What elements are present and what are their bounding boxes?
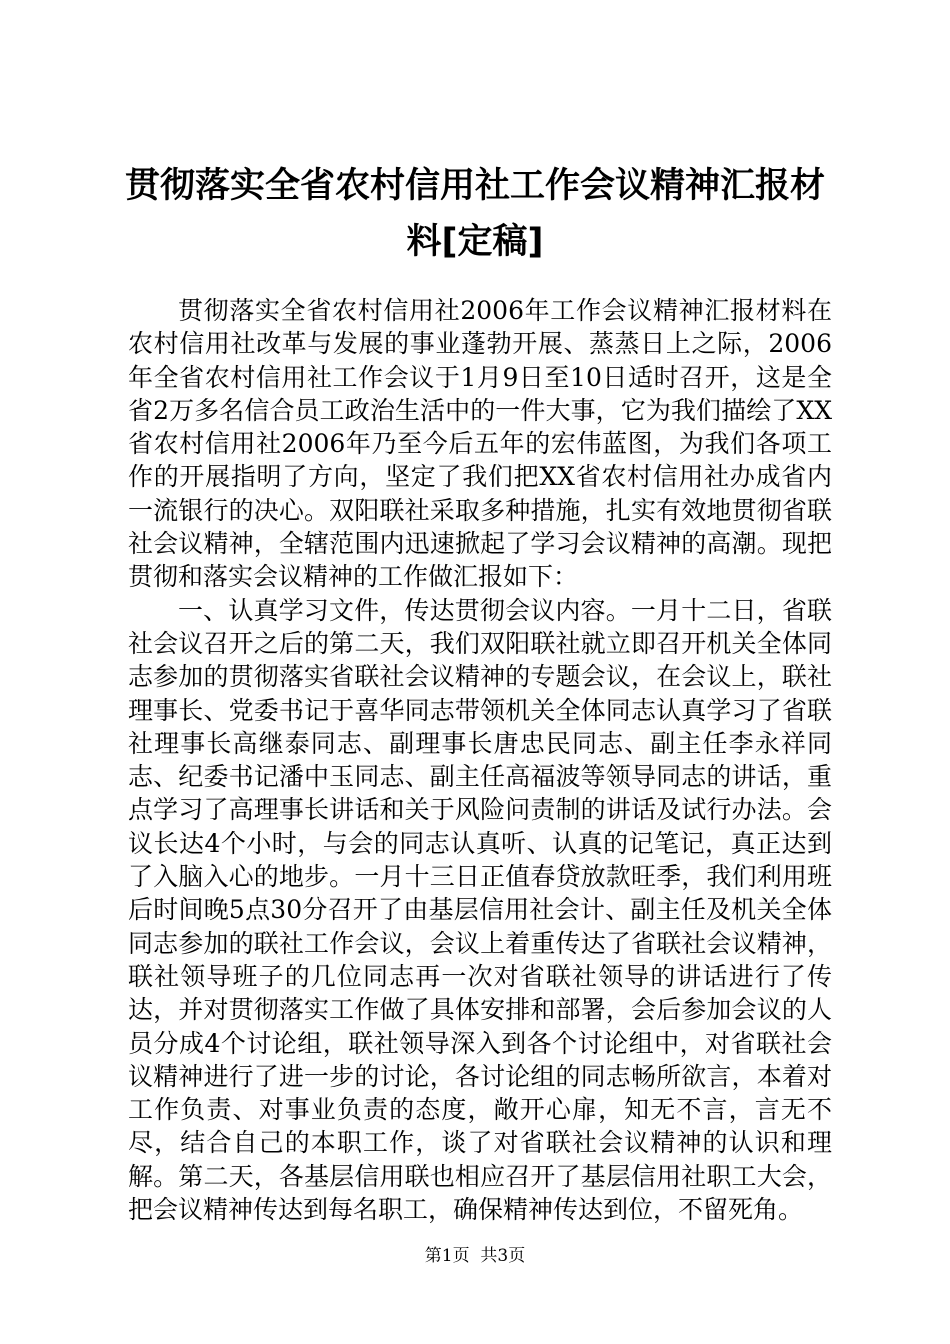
document-title: 贯彻落实全省农村信用社工作会议精神汇报材料[定稿] [124,166,825,262]
page-number-total: 共3页 [480,1246,526,1266]
paragraph-intro: 贯彻落实全省农村信用社2006年工作会议精神汇报材料在农村信用社改革与发展的事业蓬勃开展、蒸蒸日上之际，2006年全省农村信用社工作会议于1月9日至10日适时召开，这是全省2万多名信合员工政治生活中的一件大事，它为我们描绘了XX省农村信用社2006年乃至今后五年的宏伟蓝图，为我们各项工作的开展指明了方向，坚定了我们把XX省农村信用社办成省内一流银行的决心。双阳联社采取多种措施，扎实有效地贯彻省联社会议精神，全辖范围内迅速掀起了学习会议精神的高潮。现把贯彻和落实会议精神的工作做汇报如下： [128,296,832,592]
page-number-current: 第1页 [424,1246,470,1266]
paragraph-section-1: 一、认真学习文件，传达贯彻会议内容。一月十二日，省联社会议召开之后的第二天，我们双阳联社就立即召开机关全体同志参加的贯彻落实省联社会议精神的专题会议，在会议上，联社理事长、党委书记于喜华同志带领机关全体同志认真学习了省联社理事长高继泰同志、副理事长唐忠民同志、副主任李永祥同志、纪委书记潘中玉同志、副主任高福波等领导同志的讲话，重点学习了高理事长讲话和关于风险问责制的讲话及试行办法。会议长达4个小时，与会的同志认真听、认真的记笔记，真正达到了入脑入心的地步。一月十三日正值春贷放款旺季，我们利用班后时间晚5点30分召开了由基层信用社会计、副主任及机关全体同志参加的联社工作会议，会议上着重传达了省联社会议精神，联社领导班子的几位同志再一次对省联社领导的讲话进行了传达，并对贯彻落实工作做了具体安排和部署，会后参加会议的人员分成4个讨论组，联社领导深入到各个讨论组中，对省联社会议精神进行了进一步的讨论，各讨论组的同志畅所欲言，本着对工作负责、对事业负责的态度，敞开心扉，知无不言，言无不尽，结合自己的本职工作，谈了对省联社会议精神的认识和理解。第二天，各基层信用联也相应召开了基层信用社职工大会，把会议精神传达到每名职工，确保精神传达到位，不留死角。 [128,595,832,1225]
document-body [128,294,832,1226]
page-footer [0,1244,950,1268]
